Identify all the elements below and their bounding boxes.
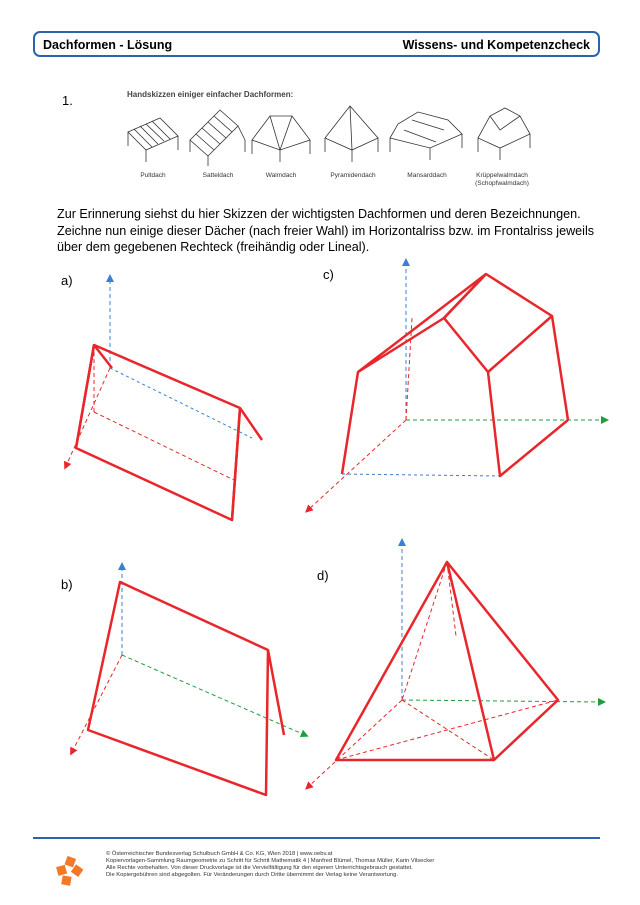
header-title: Dachformen - Lösung <box>43 38 173 52</box>
label-pyramidendach: Pyramidendach <box>330 172 376 179</box>
footer-line: Die Kopiergebühren sind abgegolten. Für Veränderungen durch Dritte übernimmt der Verlag keine Verantwortung. <box>106 872 398 878</box>
sketch-title: Handskizzen einiger einfacher Dachformen: <box>127 90 294 99</box>
instruction-line: über dem gegebenen Rechteck (freihändig oder Lineal). <box>57 240 370 254</box>
label-pultdach: Pultdach <box>140 172 166 179</box>
label-walmdach: Walmdach <box>265 172 297 179</box>
label-kruppelwalmdach: Krüppelwalmdach (Schopfwalmdach) <box>475 172 529 187</box>
subtask-b-label: b) <box>61 577 73 592</box>
instruction-line: Zeichne nun einige dieser Dächer (nach freier Wahl) im Horizontalriss bzw. im Frontalriss jeweils <box>57 223 595 238</box>
footer-line: Kopiervorlagen-Sammlung Raumgeometrie zu Schritt für Schritt Mathematik 4 | Manfred Blümel, Thomas Müller, Karin Vilsecker <box>106 858 435 864</box>
footer <box>106 851 434 879</box>
footer-line: Alle Rechte vorbehalten. Von dieser Druckvorlage ist die Vervielfältigung für den eigenen Unterrichtsgebrauch gestattet. <box>106 865 413 871</box>
header-subtitle: Wissens- und Kompetenzcheck <box>402 38 590 52</box>
subtask-c-label: c) <box>323 267 334 282</box>
footer-line: © Österreichischer Bundesverlag Schulbuch GmbH & Co. KG, Wien 2018 | www.oebv.at <box>106 851 333 857</box>
label-satteldach: Satteldach <box>202 172 234 179</box>
subtask-d-label: d) <box>317 568 329 583</box>
instruction-line: Zur Erinnerung siehst du hier Skizzen der wichtigsten Dachformen und deren Bezeichnungen. <box>57 207 581 221</box>
subtask-a-label: a) <box>61 273 73 288</box>
label-mansarddach: Mansarddach <box>407 172 447 179</box>
task-number: 1. <box>62 93 73 108</box>
